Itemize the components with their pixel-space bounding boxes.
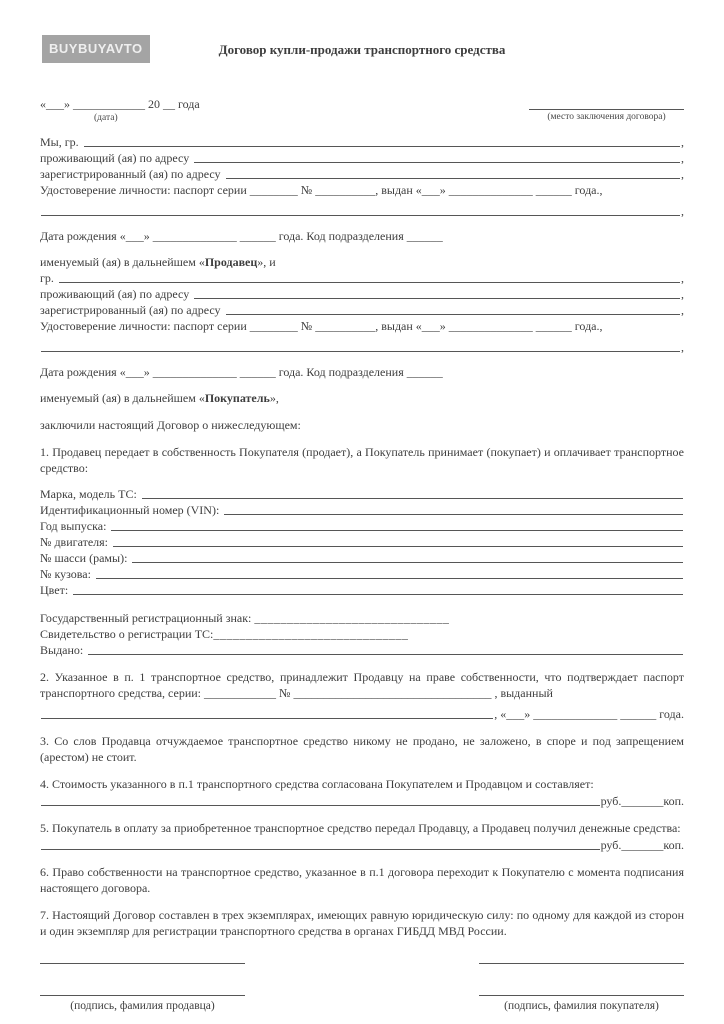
seller-reg-address-blank	[226, 178, 680, 179]
vehicle-vin-blank	[224, 514, 683, 515]
issued-line	[40, 642, 684, 658]
buyer-address-comma: ,	[681, 287, 684, 301]
clause-5-amount-line	[40, 837, 684, 853]
signatures-row	[40, 963, 684, 1014]
clause-4-amount-tail: руб._______коп.	[600, 794, 684, 808]
seller-reg-address-line	[40, 166, 684, 182]
clause-2-tail-line	[40, 706, 684, 722]
vehicle-year-label: Год выпуска:	[40, 519, 107, 533]
seller-passport-cont-comma: ,	[681, 204, 684, 218]
buyer-name-line	[40, 270, 684, 286]
vehicle-engine-label: № двигателя:	[40, 535, 108, 549]
buyer-passport-cont-line	[40, 339, 684, 355]
clause-7: 7. Настоящий Договор составлен в трех экземплярах, имеющих равную юридическую силу: по одному для каждой из сторон и один экземпляр для регистрации транспортного средства в органах ГИБДД МВД России.	[40, 908, 684, 938]
clause-4-amount-line	[40, 793, 684, 809]
vehicle-make-blank	[142, 498, 683, 499]
buyer-passport-line: Удостоверение личности: паспорт серии ________ № __________, выдан «___» ______________ ______ года.,	[40, 319, 603, 333]
seller-signature-caption: (подпись, фамилия продавца)	[70, 1000, 215, 1012]
document-title: Договор купли-продажи транспортного средства	[218, 42, 506, 57]
vehicle-color-blank	[73, 594, 683, 595]
seller-signature-line-2	[40, 995, 245, 996]
seller-name-line	[40, 134, 684, 150]
seller-reg-address-comma: ,	[681, 167, 684, 181]
vehicle-year-line	[40, 518, 684, 534]
seller-signature-line-1	[40, 963, 245, 964]
buyer-name-label: гр.	[40, 271, 54, 285]
vehicle-details-section	[40, 486, 684, 598]
seller-passport-cont-line	[40, 203, 684, 219]
clause-5-amount-blank	[41, 849, 600, 850]
cert-line	[40, 626, 684, 642]
date-place-row	[40, 96, 684, 124]
clause-4-amount-blank	[41, 805, 600, 806]
seller-name-label: Мы, гр.	[40, 135, 79, 149]
issued-blank	[88, 654, 683, 655]
buyer-section	[40, 270, 684, 406]
buyer-signature-line-1	[479, 963, 684, 964]
clause-3: 3. Со слов Продавца отчуждаемое транспортное средство никому не продано, не заложено, в споре и под запрещением (арестом) не стоит.	[40, 734, 684, 764]
clause-2-tail-blank	[41, 718, 493, 719]
vehicle-engine-blank	[113, 546, 683, 547]
buyer-title-line	[40, 390, 684, 406]
seller-title-post: », и	[257, 255, 276, 269]
buyer-address-blank	[194, 298, 680, 299]
seller-title-line	[40, 254, 684, 270]
seller-title-pre: именуемый (ая) в дальнейшем «	[40, 255, 205, 269]
clause-4: 4. Стоимость указанного в п.1 транспортного средства согласована Покупателем и Продавцом и составляет:	[40, 777, 594, 791]
registration-section	[40, 610, 684, 658]
cert-label: Свидетельство о регистрации ТС:	[40, 627, 214, 641]
clause-5-amount-tail: руб._______коп.	[600, 838, 684, 852]
buyer-passport-cont-comma: ,	[681, 340, 684, 354]
seller-signature-block	[40, 963, 245, 1014]
vehicle-chassis-label: № шасси (рамы):	[40, 551, 128, 565]
buyer-title-pre: именуемый (ая) в дальнейшем «	[40, 391, 205, 405]
place-caption: (место заключения договора)	[547, 112, 666, 122]
vehicle-chassis-blank	[132, 562, 683, 563]
seller-address-blank	[194, 162, 680, 163]
date-block	[40, 96, 200, 124]
buybuyavto-logo: BUYBUYAVTO	[42, 35, 150, 63]
buyer-signature-caption: (подпись, фамилия покупателя)	[504, 1000, 659, 1012]
buyer-birth-line: Дата рождения «___» ______________ ______ года. Код подразделения ______	[40, 365, 443, 379]
buyer-title-name: Покупатель	[204, 391, 270, 405]
seller-passport-line: Удостоверение личности: паспорт серии ________ № __________, выдан «___» ______________ ______ года.,	[40, 183, 603, 197]
place-block	[529, 96, 684, 124]
clause-2: 2. Указанное в п. 1 транспортное средство, принадлежит Продавцу на праве собственности, что подтверждает паспорт транспортного средства, серии: ____________ № _________________________________ , выданный	[40, 670, 684, 700]
clause-1: 1. Продавец передает в собственность Покупателя (продает), а Покупатель принимает (покупает) и оплачивает транспортное средство:	[40, 445, 684, 475]
buyer-name-blank	[59, 282, 680, 283]
seller-section	[40, 134, 684, 270]
vehicle-body-line	[40, 566, 684, 582]
seller-reg-address-label: зарегистрированный (ая) по адресу	[40, 167, 221, 181]
plate-label: Государственный регистрационный знак:	[40, 611, 252, 625]
buyer-name-comma: ,	[681, 271, 684, 285]
seller-birth-line: Дата рождения «___» ______________ ______ года. Код подразделения ______	[40, 229, 443, 243]
intro-line: заключили настоящий Договор о нижеследующем:	[40, 418, 301, 432]
issued-label: Выдано:	[40, 643, 84, 657]
vehicle-year-blank	[111, 530, 683, 531]
seller-address-line	[40, 150, 684, 166]
vehicle-color-label: Цвет:	[40, 583, 69, 597]
clause-6: 6. Право собственности на транспортное средство, указанное в п.1 договора переходит к Покупателю с момента подписания настоящего договора.	[40, 865, 684, 895]
vehicle-make-line	[40, 486, 684, 502]
vehicle-chassis-line	[40, 550, 684, 566]
seller-address-comma: ,	[681, 151, 684, 165]
vehicle-make-label: Марка, модель ТС:	[40, 487, 137, 501]
place-blank-line	[529, 98, 684, 110]
vehicle-vin-label: Идентификационный номер (VIN):	[40, 503, 220, 517]
vehicle-body-blank	[96, 578, 683, 579]
buyer-passport-cont-blank	[41, 351, 680, 352]
buyer-address-line	[40, 286, 684, 302]
buyer-reg-address-label: зарегистрированный (ая) по адресу	[40, 303, 221, 317]
seller-address-label: проживающий (ая) по адресу	[40, 151, 190, 165]
cert-blank: ______________________________	[213, 627, 409, 641]
vehicle-vin-line	[40, 502, 684, 518]
buyer-reg-address-comma: ,	[681, 303, 684, 317]
plate-line	[40, 610, 684, 626]
date-caption: (дата)	[94, 113, 118, 123]
seller-passport-cont-blank	[41, 215, 680, 216]
buyer-title-post: »,	[269, 391, 279, 405]
buyer-reg-address-blank	[226, 314, 680, 315]
clause-2-tail-text: , «___» ______________ ______ года.	[494, 707, 684, 721]
buyer-address-label: проживающий (ая) по адресу	[40, 287, 190, 301]
vehicle-engine-line	[40, 534, 684, 550]
buyer-signature-line-2	[479, 995, 684, 996]
vehicle-color-line	[40, 582, 684, 598]
buyer-signature-block	[479, 963, 684, 1014]
buyer-reg-address-line	[40, 302, 684, 318]
date-blank-text: «___» ____________ 20 __ года	[40, 97, 200, 111]
vehicle-body-label: № кузова:	[40, 567, 91, 581]
plate-blank: ______________________________	[254, 611, 450, 625]
seller-name-blank	[84, 146, 680, 147]
seller-title-name: Продавец	[204, 255, 258, 269]
seller-name-comma: ,	[681, 135, 684, 149]
clause-5: 5. Покупатель в оплату за приобретенное транспортное средство передал Продавцу, а Продавец получил денежные средства:	[40, 821, 681, 835]
